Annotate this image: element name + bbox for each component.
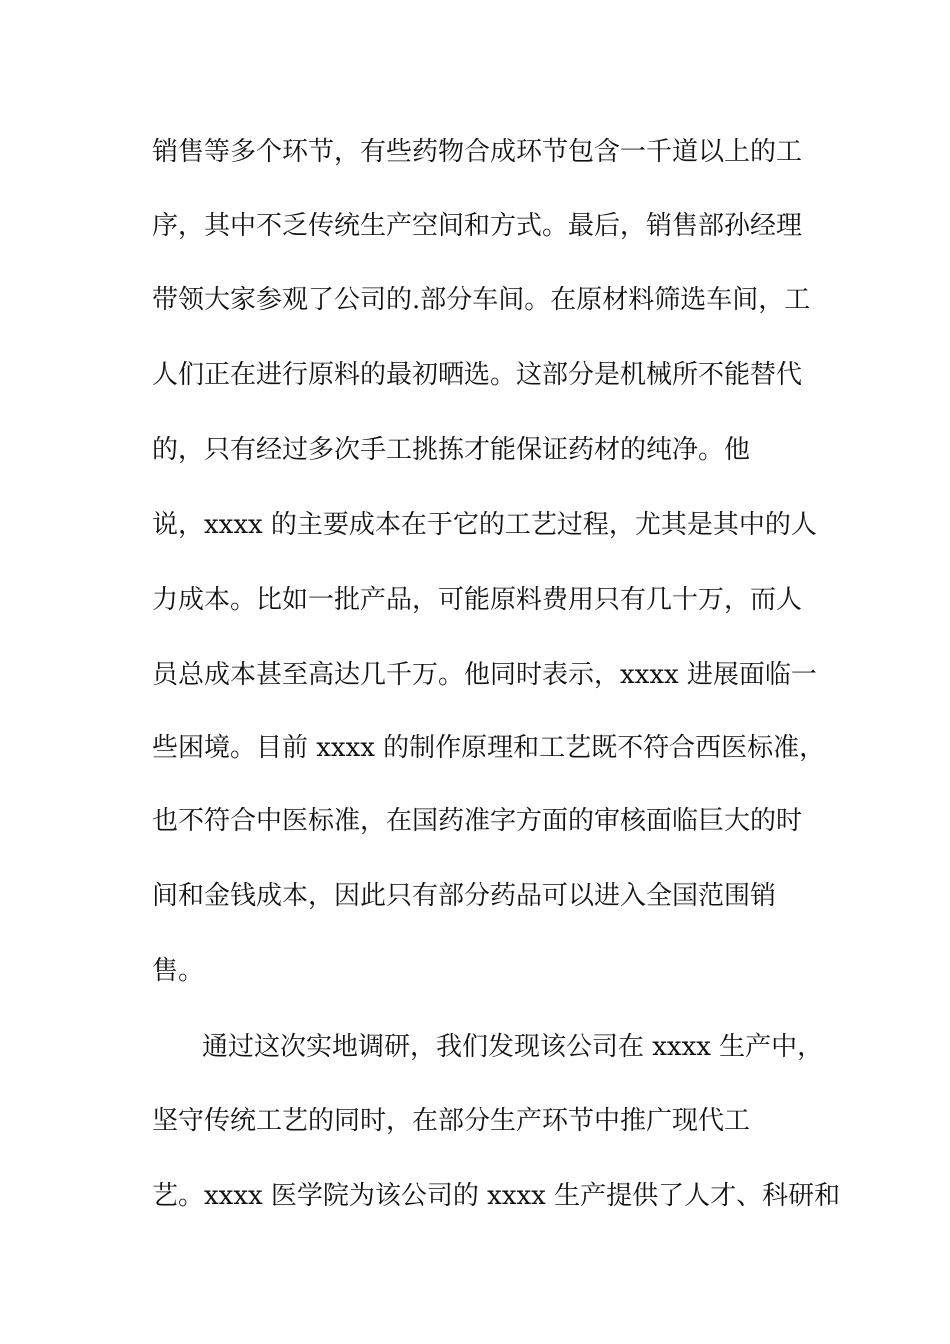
text-line: 说，xxxx 的主要成本在于它的工艺过程，尤其是其中的人 bbox=[152, 510, 817, 540]
text-line: 序，其中不乏传统生产空间和方式。最后，销售部孙经理 bbox=[152, 211, 803, 241]
text-line: 带领大家参观了公司的.部分车间。在原材料筛选车间，工 bbox=[152, 285, 811, 315]
text-line: 也不符合中医标准，在国药准字方面的审核面临巨大的时 bbox=[152, 806, 803, 836]
text-line: 间和金钱成本，因此只有部分药品可以进入全国范围销 bbox=[152, 881, 777, 911]
text-line: 艺。xxxx 医学院为该公司的 xxxx 生产提供了人才、科研和 bbox=[152, 1181, 841, 1211]
text-line: 员总成本甚至高达几千万。他同时表示，xxxx 进展面临一 bbox=[152, 660, 817, 690]
text-line: 售。 bbox=[152, 956, 205, 986]
text-line: 的，只有经过多次手工挑拣才能保证药材的纯净。他 bbox=[152, 435, 751, 465]
text-line: 力成本。比如一批产品，可能原料费用只有几十万，而人 bbox=[152, 585, 803, 615]
text-line: 销售等多个环节，有些药物合成环节包含一千道以上的工 bbox=[152, 137, 803, 167]
text-line: 人们正在进行原料的最初晒选。这部分是机械所不能替代 bbox=[152, 360, 803, 390]
text-line: 坚守传统工艺的同时，在部分生产环节中推广现代工 bbox=[152, 1106, 751, 1136]
text-line: 些困境。目前 xxxx 的制作原理和工艺既不符合西医标准， bbox=[152, 733, 826, 763]
paragraph-first-line: 通过这次实地调研，我们发现该公司在 xxxx 生产中， bbox=[202, 1032, 824, 1062]
